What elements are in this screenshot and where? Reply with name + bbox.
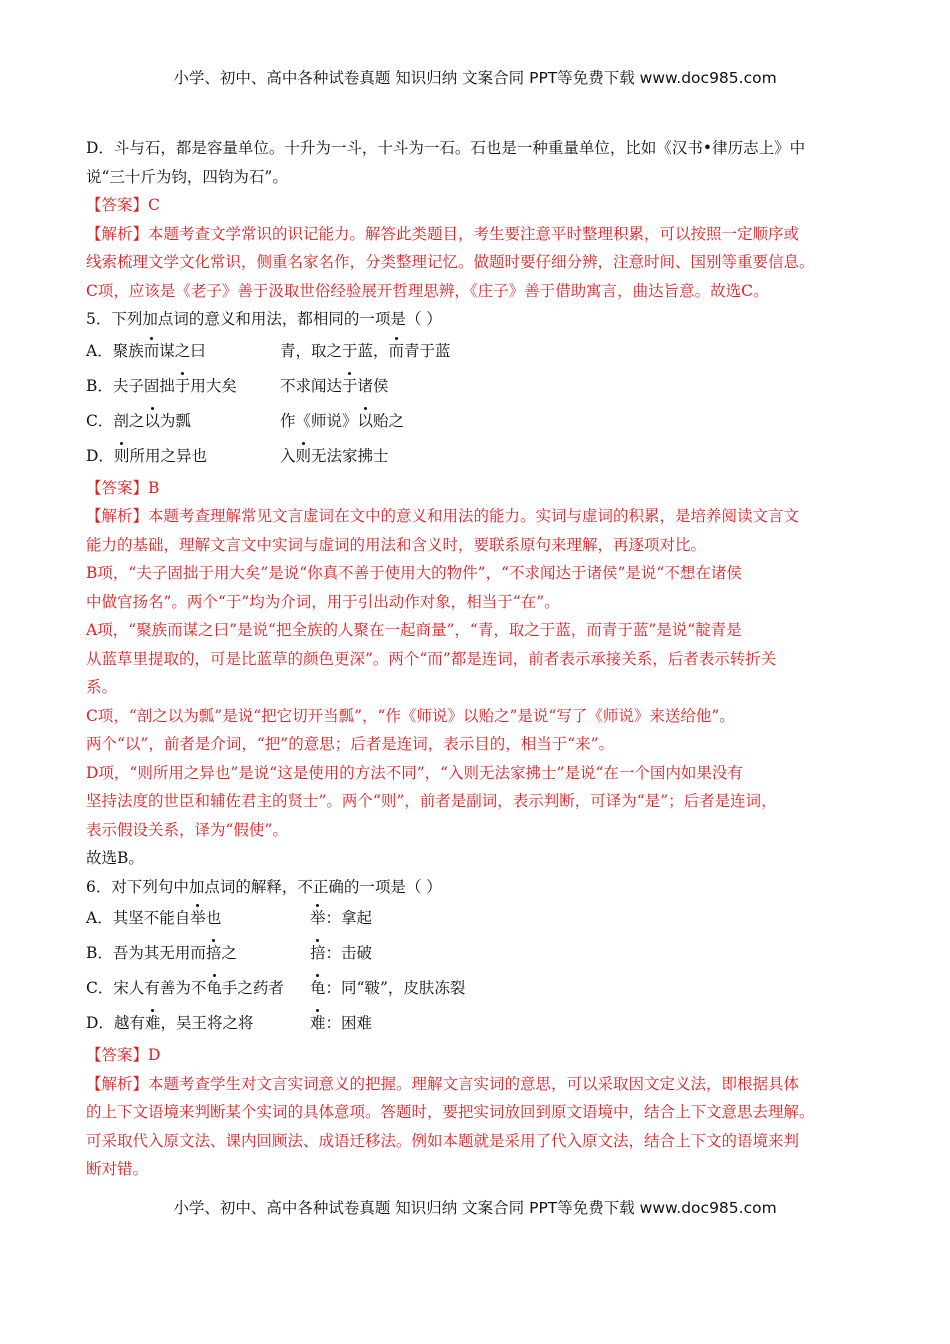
q6-option-row bbox=[86, 971, 864, 1006]
q6-option-comparison bbox=[310, 901, 372, 936]
q5-options bbox=[86, 334, 864, 474]
q5-explanation-line: 表示假设关系，译为“假使”。 bbox=[86, 820, 288, 839]
option-text: D．越有 bbox=[86, 1014, 145, 1032]
emphasized-word: 于 bbox=[175, 369, 191, 404]
q5-option-row bbox=[86, 334, 864, 369]
q5-option-row bbox=[86, 369, 864, 404]
option-text: A．聚族 bbox=[86, 341, 144, 360]
emphasized-word: 龟 bbox=[206, 971, 222, 1006]
option-text: B．夫子固拙 bbox=[86, 376, 175, 395]
option-text: 手之药者 bbox=[221, 979, 284, 997]
document-body bbox=[86, 134, 864, 1184]
q6-option-comparison bbox=[310, 971, 465, 1006]
q5-explanation-line: B项，“夫子固拙于用大矣”是说“你真不善于使用大的物件”，“不求闻达于诸侯”是说“不想在诸侯 bbox=[86, 564, 742, 582]
emphasized-word: 举 bbox=[310, 901, 326, 936]
option-text: ：同“皲”，皮肤冻裂 bbox=[325, 979, 466, 997]
option-text: D． bbox=[86, 446, 114, 465]
q6-option-comparison bbox=[310, 936, 372, 971]
q6-option-sentence bbox=[86, 1006, 253, 1041]
q5-explanation bbox=[86, 502, 864, 844]
option-text: 谋之曰 bbox=[159, 341, 206, 360]
q5-explanation-line: 两个“以”，前者是介词，“把”的意思；后者是连词，表示目的，相当于“来”。 bbox=[86, 735, 615, 753]
emphasized-word: 于 bbox=[342, 369, 358, 404]
q5-explanation-line: 系。 bbox=[86, 678, 118, 696]
q5-answer: 【答案】B bbox=[86, 478, 160, 497]
option-text: C．剖之 bbox=[86, 411, 145, 430]
option-text: B．吾为其无用而 bbox=[86, 944, 206, 962]
option-text: A．其坚不能自 bbox=[86, 909, 191, 927]
q6-option-sentence bbox=[86, 936, 237, 971]
q6-option-row bbox=[86, 901, 864, 936]
q5-explanation-line: D项，“则所用之异也”是说“这是使用的方法不同”，“入则无法家拂士”是说“在一个国内如果没有 bbox=[86, 763, 743, 782]
option-text: ：击破 bbox=[325, 944, 373, 962]
q6-explanation bbox=[86, 1070, 864, 1184]
q6-option-row bbox=[86, 936, 864, 971]
option-text: 入 bbox=[280, 446, 296, 465]
emphasized-word: 掊 bbox=[310, 936, 326, 971]
emphasized-word: 而 bbox=[144, 334, 160, 369]
q6-answer: 【答案】D bbox=[86, 1046, 161, 1064]
q5-option-comparison bbox=[280, 404, 404, 439]
option-text: ：困难 bbox=[325, 1014, 373, 1032]
q5-explanation-line: A项，“聚族而谋之曰”是说“把全族的人聚在一起商量”，“青，取之于蓝，而青于蓝”是说“靛青是 bbox=[86, 621, 742, 639]
q5-option-sentence bbox=[86, 334, 206, 369]
option-text: 贻之 bbox=[373, 411, 405, 430]
q5-option-comparison bbox=[280, 334, 451, 369]
q4-explanation-line: 【解析】本题考查文学常识的识记能力。解答此类题目，考生要注意平时整理积累，可以按照一定顺序或 bbox=[86, 224, 800, 243]
option-text: 诸侯 bbox=[357, 376, 389, 395]
option-text: C．宋人有善为不 bbox=[86, 979, 207, 997]
option-text: 用大矣 bbox=[190, 376, 237, 395]
q5-option-sentence bbox=[86, 369, 237, 404]
q6-option-sentence bbox=[86, 901, 221, 936]
emphasized-word: 难 bbox=[145, 1006, 161, 1041]
q5-explanation-line: 从蓝草里提取的，可是比蓝草的颜色更深”。两个“而”都是连词，前者表示承接关系，后者表示转折关 bbox=[86, 649, 777, 668]
q4-answer: 【答案】C bbox=[86, 196, 160, 214]
q6-option-sentence bbox=[86, 971, 284, 1006]
option-text: 作《师说》 bbox=[280, 411, 358, 430]
q5-conclusion: 故选B。 bbox=[86, 849, 144, 867]
q4-option-d-line1: D．斗与石，都是容量单位。十升为一斗，十斗为一石。石也是一种重量单位，比如《汉书•律历志上》中 bbox=[86, 139, 806, 157]
q5-option-comparison bbox=[280, 439, 389, 474]
option-text: 青，取之于蓝， bbox=[280, 341, 389, 360]
q5-explanation-line: 【解析】本题考查理解常见文言虚词在文中的意义和用法的能力。实词与虚词的积累，是培养阅读文言文 bbox=[86, 507, 800, 525]
q5-option-sentence bbox=[86, 404, 191, 439]
q5-explanation-line: C项，“剖之以为瓢”是说“把它切开当瓢”，“作《师说》以贻之”是说“写了《师说》来送给他”。 bbox=[86, 706, 735, 725]
q6-options bbox=[86, 901, 864, 1041]
emphasized-word: 而 bbox=[389, 334, 405, 369]
option-text: 也 bbox=[205, 909, 222, 927]
q6-explanation-line: 断对错。 bbox=[86, 1160, 149, 1178]
emphasized-word: 难 bbox=[310, 1006, 326, 1041]
option-text: 之 bbox=[221, 944, 237, 962]
emphasized-word: 以 bbox=[358, 404, 374, 439]
q4-explanation-line: 线索梳理文学文化常识，侧重名家名作，分类整理记忆。做题时要仔细分辨，注意时间、国别等重要信息。 bbox=[86, 253, 815, 271]
q6-explanation-line: 的上下文语境来判断某个实词的具体意项。答题时，要把实词放回到原文语境中，结合上下文意思去理解。 bbox=[86, 1103, 815, 1121]
emphasized-word: 龟 bbox=[310, 971, 326, 1006]
q5-explanation-line: 坚持法度的世臣和辅佐君主的贤士”。两个“则”，前者是副词，表示判断，可译为“是”；后者是连词， bbox=[86, 792, 777, 810]
emphasized-word: 则 bbox=[114, 439, 130, 474]
option-text: ，吴王将之将 bbox=[160, 1014, 254, 1032]
q5-option-sentence bbox=[86, 439, 207, 474]
q5-explanation-line: 能力的基础，理解文言文中实词与虚词的用法和含义时，要联系原句来理解，再逐项对比。 bbox=[86, 535, 707, 554]
q5-stem: 5．下列加点词的意义和用法，都相同的一项是（ ） bbox=[86, 310, 442, 328]
page-header: 小学、初中、高中各种试卷真题 知识归纳 文案合同 PPT等免费下载 www.doc985.com bbox=[173, 69, 777, 87]
q6-option-comparison bbox=[310, 1006, 372, 1041]
option-text: 为瓢 bbox=[159, 411, 191, 430]
option-text: 不求闻达 bbox=[280, 376, 343, 395]
q6-option-row bbox=[86, 1006, 864, 1041]
option-text: 所用之异也 bbox=[129, 446, 207, 465]
option-text: 无法家拂士 bbox=[311, 446, 389, 465]
q6-stem: 6．对下列句中加点词的解释，不正确的一项是（ ） bbox=[86, 877, 442, 896]
page-footer: 小学、初中、高中各种试卷真题 知识归纳 文案合同 PPT等免费下载 www.doc985.com bbox=[173, 1199, 777, 1217]
q5-option-row bbox=[86, 404, 864, 439]
q5-option-comparison bbox=[280, 369, 389, 404]
emphasized-word: 则 bbox=[296, 439, 312, 474]
emphasized-word: 举 bbox=[190, 901, 206, 936]
q4-explanation-line: C项，应该是《老子》善于汲取世俗经验展开哲理思辨，《庄子》善于借助寓言，曲达旨意。故选C。 bbox=[86, 281, 769, 300]
emphasized-word: 掊 bbox=[206, 936, 222, 971]
q6-explanation-line: 可采取代入原文法、课内回顾法、成语迁移法。例如本题就是采用了代入原文法，结合上下文的语境来判 bbox=[86, 1131, 800, 1150]
q4-option-d-line2: 说“三十斤为钧，四钧为石”。 bbox=[86, 167, 288, 186]
emphasized-word: 以 bbox=[144, 404, 160, 439]
option-text: 青于蓝 bbox=[404, 341, 451, 360]
option-text: ：拿起 bbox=[325, 909, 373, 927]
q6-explanation-line: 【解析】本题考查学生对文言实词意义的把握。理解文言实词的意思，可以采取因文定义法，即根据具体 bbox=[86, 1074, 800, 1093]
q5-explanation-line: 中做官扬名”。两个“于”均为介词，用于引出动作对象，相当于“在”。 bbox=[86, 592, 560, 611]
q5-option-row bbox=[86, 439, 864, 474]
